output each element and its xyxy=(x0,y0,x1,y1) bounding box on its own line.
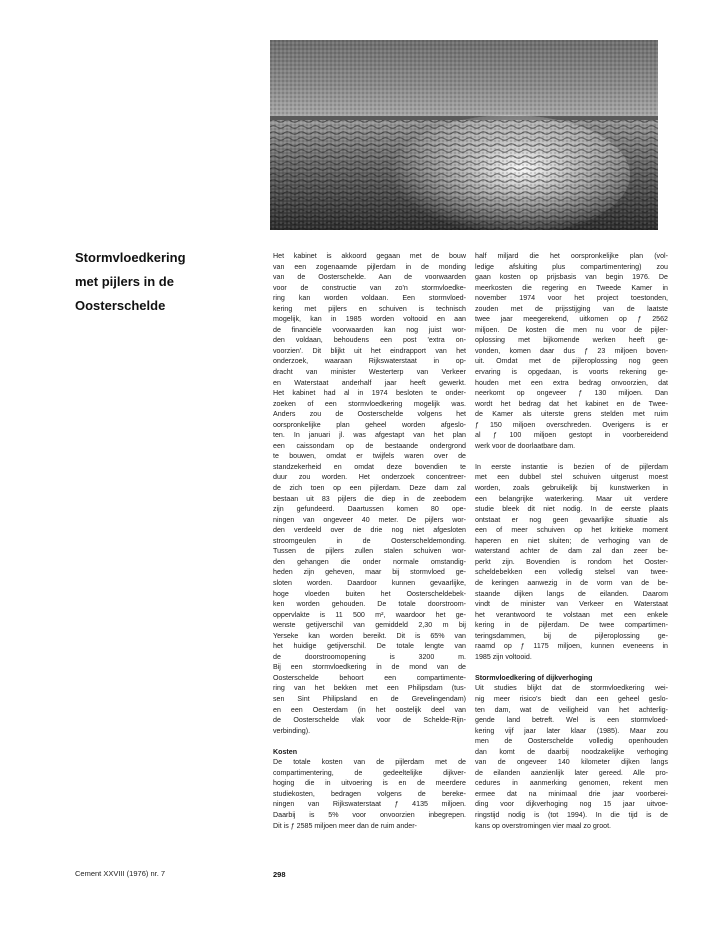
text-line: van de Oosterschelde. Aan de voorwaarden xyxy=(273,273,466,282)
sea-photo xyxy=(270,40,658,230)
sea-photo-image xyxy=(270,40,658,230)
text-line: gende land betreft. Wel is een stormvloed- xyxy=(475,716,668,725)
text-line: ningen van Rijkswaterstaat ƒ 4135 miljoen. xyxy=(273,800,466,809)
text-line: Anders zou de Oosterschelde volgens het xyxy=(273,410,466,419)
text-line: het verantwoord te volstaan met een enkele xyxy=(475,610,668,619)
text-line: de financiële voorwaarden kan nog juist wor- xyxy=(273,325,466,334)
text-line: teringsdammen, bij de pijleroplossing ge- xyxy=(475,631,668,640)
text-line: te bouwen, omdat er twijfels waren over de xyxy=(273,452,466,461)
title-line: met pijlers in de xyxy=(75,274,174,289)
text-line: onderzoek, waaraan Rijkswaterstaat in op- xyxy=(273,357,466,366)
text-line: stroomgeulen in de Oosterscheldemonding. xyxy=(273,536,466,545)
text-line: Daarbij is 5% voor onvoorzien inbegrepen. xyxy=(273,810,466,819)
text-line: zoeken of een stormvloedkering mogelijk was. xyxy=(273,399,466,408)
text-line: ten. In januari jl. was afgestapt van het plan xyxy=(273,431,466,440)
text-line: zijn gefundeerd. Daartussen komen 80 ope- xyxy=(273,505,466,514)
text-line: worden, zoals gebruikelijk bij kunstwerken in xyxy=(475,484,668,493)
text-line: een of meer schuiven op het kritieke moment xyxy=(475,526,668,535)
text-line: ermee dat na minimaal drie jaar voorberei- xyxy=(475,789,668,798)
text-line: neerkomt op ongeveer ƒ 130 miljoen. Dan xyxy=(475,389,668,398)
text-line: een belangrijke waterkering. Maar uit verdere xyxy=(475,494,668,503)
text-line: de zich toen op een pijlerdam. Deze dam zal xyxy=(273,484,466,493)
text-line: den verdeeld over de drie nog niet afgesloten xyxy=(273,526,466,535)
text-line: en Waterstaat anderhalf jaar heeft gewerkt. xyxy=(273,378,466,387)
text-line: de Oosterschelde vlak voor de Schelde-Rijn- xyxy=(273,716,466,725)
text-line: perkt zijn. Bovendien is rondom het Ooster- xyxy=(475,557,668,566)
text-line: Het kabinet had al in 1974 besloten te onder- xyxy=(273,389,466,398)
text-line: al ƒ 100 miljoen gestopt in voorbereidend xyxy=(475,431,668,440)
text-line: cedures in aanmerking genomen, rekent men xyxy=(475,779,668,788)
text-line: de Kamer als uiterste grens stelden met ruim xyxy=(475,410,668,419)
text-line: ken worden gehouden. De totale doorstroom- xyxy=(273,600,466,609)
text-line: hoge vloeden buiten het Oosterscheldebek- xyxy=(273,589,466,598)
text-line: wenste getijverschil van gemiddeld 2,30 m bij xyxy=(273,621,466,630)
text-line: Tussen de pijlers zullen stalen schuiven wor- xyxy=(273,547,466,556)
text-line: Het kabinet is akkoord gegaan met de bouw xyxy=(273,252,466,260)
text-line: kering met pijlers en schuiven is technisch xyxy=(273,304,466,313)
text-line: november 1974 voor het project toestonden, xyxy=(475,294,668,303)
text-line: houden met een extra bedrag onvoorzien, dat xyxy=(475,378,668,387)
text-line: werk voor de doorlaatbare dam. xyxy=(475,441,576,450)
text-line: dracht van minister Westerterp van Verkeer xyxy=(273,368,466,377)
text-line: Oosterschelde behoort een compartimente- xyxy=(273,673,466,682)
text-line: miljoen. De kosten die men nu voor de pijler- xyxy=(475,325,668,334)
text-line: ring van het bekken met een Philipsdam (tus- xyxy=(273,684,466,693)
paragraph-gap xyxy=(273,736,466,747)
text-line: studie bleek dit niet nodig. In de eerste plaats xyxy=(475,505,668,514)
article-column-1 xyxy=(273,251,466,831)
text-line: verbinding). xyxy=(273,726,311,735)
text-line: zouden met de prijsstijging van de laatste xyxy=(475,304,668,313)
text-line: waterstand achter de dam zal dan zeer be- xyxy=(475,547,668,556)
text-line: sen Sint Philipsland en de Grevelingendam) xyxy=(273,694,466,703)
text-line: kering in de pijlerdam. De twee compartimen- xyxy=(475,621,668,630)
text-line: van de ongeveer 140 kilometer dijken langs xyxy=(475,758,668,767)
section-heading: Stormvloedkering of dijkverhoging xyxy=(475,673,593,682)
text-line: uit. Omdat met de pijleroplossing nog geen xyxy=(475,357,668,366)
text-line: wordt het bedrag dat het kabinet en de Twee- xyxy=(475,399,668,408)
text-line: men de Oosterschelde volledig openhouden xyxy=(475,737,668,746)
text-line: het huidige getijverschil. De totale lengte van xyxy=(273,642,466,651)
text-line: Uit studies blijkt dat de stormvloedkering wei- xyxy=(475,684,668,693)
text-line: ontstaat er nog geen gevaarlijke situatie als xyxy=(475,515,668,524)
text-line: haperen en niet sluiten; de verhoging van de xyxy=(475,536,668,545)
text-line: oorspronkelijke plan geheel worden afgeslo- xyxy=(273,420,466,429)
paragraph-gap xyxy=(475,662,668,673)
text-line: een caissondam op de bestaande ondergrond xyxy=(273,441,466,450)
article-title xyxy=(75,246,250,318)
text-line: vindt de minister van Verkeer en Waterstaat xyxy=(475,600,668,609)
text-line: raamd op ƒ 1175 miljoen, kunnen eveneens in xyxy=(475,642,668,651)
text-line: sloten worden. Daardoor kunnen gevaarlijke, xyxy=(273,578,466,587)
text-line: half miljard die het oorspronkelijke plan (vol- xyxy=(475,252,668,260)
text-line: heden zijn geheven, maar bij stormvloed ge- xyxy=(273,568,466,577)
text-line: ledige afsluiting plus compartimentering) zou xyxy=(475,262,668,271)
text-line: bestaan uit 83 pijlers die diep in de zeebodem xyxy=(273,494,466,503)
text-line: de doorstroomopening is 3200 m. xyxy=(273,652,466,661)
text-line: voorzien'. Dit blijkt uit het eindrapport van het xyxy=(273,346,466,355)
text-line: ten dam, wat de veiligheid van het achterlig- xyxy=(475,705,668,714)
text-line: standzekerheid en omdat deze bovendien te xyxy=(273,462,466,471)
text-line: Yerseke kan worden bereikt. Dit is 65% van xyxy=(273,631,466,640)
journal-reference: Cement XXVIII (1976) nr. 7 xyxy=(75,869,166,878)
text-line: en een Oesterdam (in het oostelijk deel van xyxy=(273,705,466,714)
text-line: studiekosten, bedragen volgens de bereke- xyxy=(273,789,466,798)
text-line: De totale kosten van de pijlerdam met de xyxy=(273,758,466,767)
text-line: Dit is ƒ 2585 miljoen meer dan de ruim ander- xyxy=(273,821,417,830)
text-line: den voldaan, behoudens een post 'extra on- xyxy=(273,336,466,345)
text-line: dan komt de daarbij noodzakelijke verhoging xyxy=(475,747,668,756)
text-line: 1985 zijn voltooid. xyxy=(475,652,532,661)
paragraph-gap xyxy=(475,451,668,462)
text-line: compartimentering, de gedeeltelijke dijkver- xyxy=(273,768,466,777)
text-line: van een zogenaamde pijlerdam in de monding xyxy=(273,262,466,271)
text-line: duur zou worden. Het onderzoek concentreer- xyxy=(273,473,466,482)
text-line: kering vijf jaar later klaar (1985). Maar zou xyxy=(475,726,668,735)
text-line: voor de constructie van zo'n stormvloedke- xyxy=(273,283,466,292)
text-line: ringstijd nodig is (tot 1994). In die tijd is de xyxy=(475,810,668,819)
text-line: hoging die in uitvoering is en de meerdere xyxy=(273,779,466,788)
text-line: ding voor dijkverhoging nog 15 jaar uitvoe- xyxy=(475,800,668,809)
text-line: Bij een stormvloedkering in de mond van de xyxy=(273,663,466,672)
text-line: ervaring is opgedaan, is voorts rekening ge- xyxy=(475,368,668,377)
text-line: meerkosten die regering en Tweede Kamer in xyxy=(475,283,668,292)
text-line: ningen van ongeveer 40 meter. De pijlers wor- xyxy=(273,515,466,524)
text-line: oplossing met bijkomende werken heeft ge- xyxy=(475,336,668,345)
text-line: den gehangen die onder normale omstandig- xyxy=(273,557,466,566)
text-line: vonden, komen daar dus ƒ 23 miljoen boven- xyxy=(475,346,668,355)
text-line: oppervlakte is 11 500 m², waardoor het ge- xyxy=(273,610,466,619)
title-line: Stormvloedkering xyxy=(75,250,186,265)
text-line: de keringen aanwezig in de vorm van de be- xyxy=(475,578,668,587)
text-line: ƒ 150 miljoen overschreden. Overigens is er xyxy=(475,420,668,429)
text-line: de eilanden aanzienlijk later gereed. Alle pro- xyxy=(475,768,668,777)
text-line: gaan kosten op prijsbasis van begin 1976. De xyxy=(475,273,668,282)
title-line: Oosterschelde xyxy=(75,298,166,313)
text-line: twee jaar meegerekend, uitkomen op ƒ 2562 xyxy=(475,315,668,324)
text-line: staande dijken langs de eilanden. Daarom xyxy=(475,589,668,598)
text-line: ring kan worden voldaan. Een stormvloed- xyxy=(273,294,466,303)
text-line: kans op overstromingen vier maal zo groot. xyxy=(475,821,612,830)
text-line: scheldebekken een volledig stelsel van twee- xyxy=(475,568,668,577)
article-column-2 xyxy=(475,251,668,831)
text-line: In eerste instantie is bezien of de pijlerdam xyxy=(475,462,668,471)
page-number: 298 xyxy=(273,870,286,879)
text-line: mogelijk, kan in 1985 worden voltooid en aan xyxy=(273,315,466,324)
text-line: met een dubbel stel schuiven uitgerust moest xyxy=(475,473,668,482)
section-heading: Kosten xyxy=(273,747,298,756)
text-line: nig meer risico's biedt dan een geheel geslo- xyxy=(475,694,668,703)
